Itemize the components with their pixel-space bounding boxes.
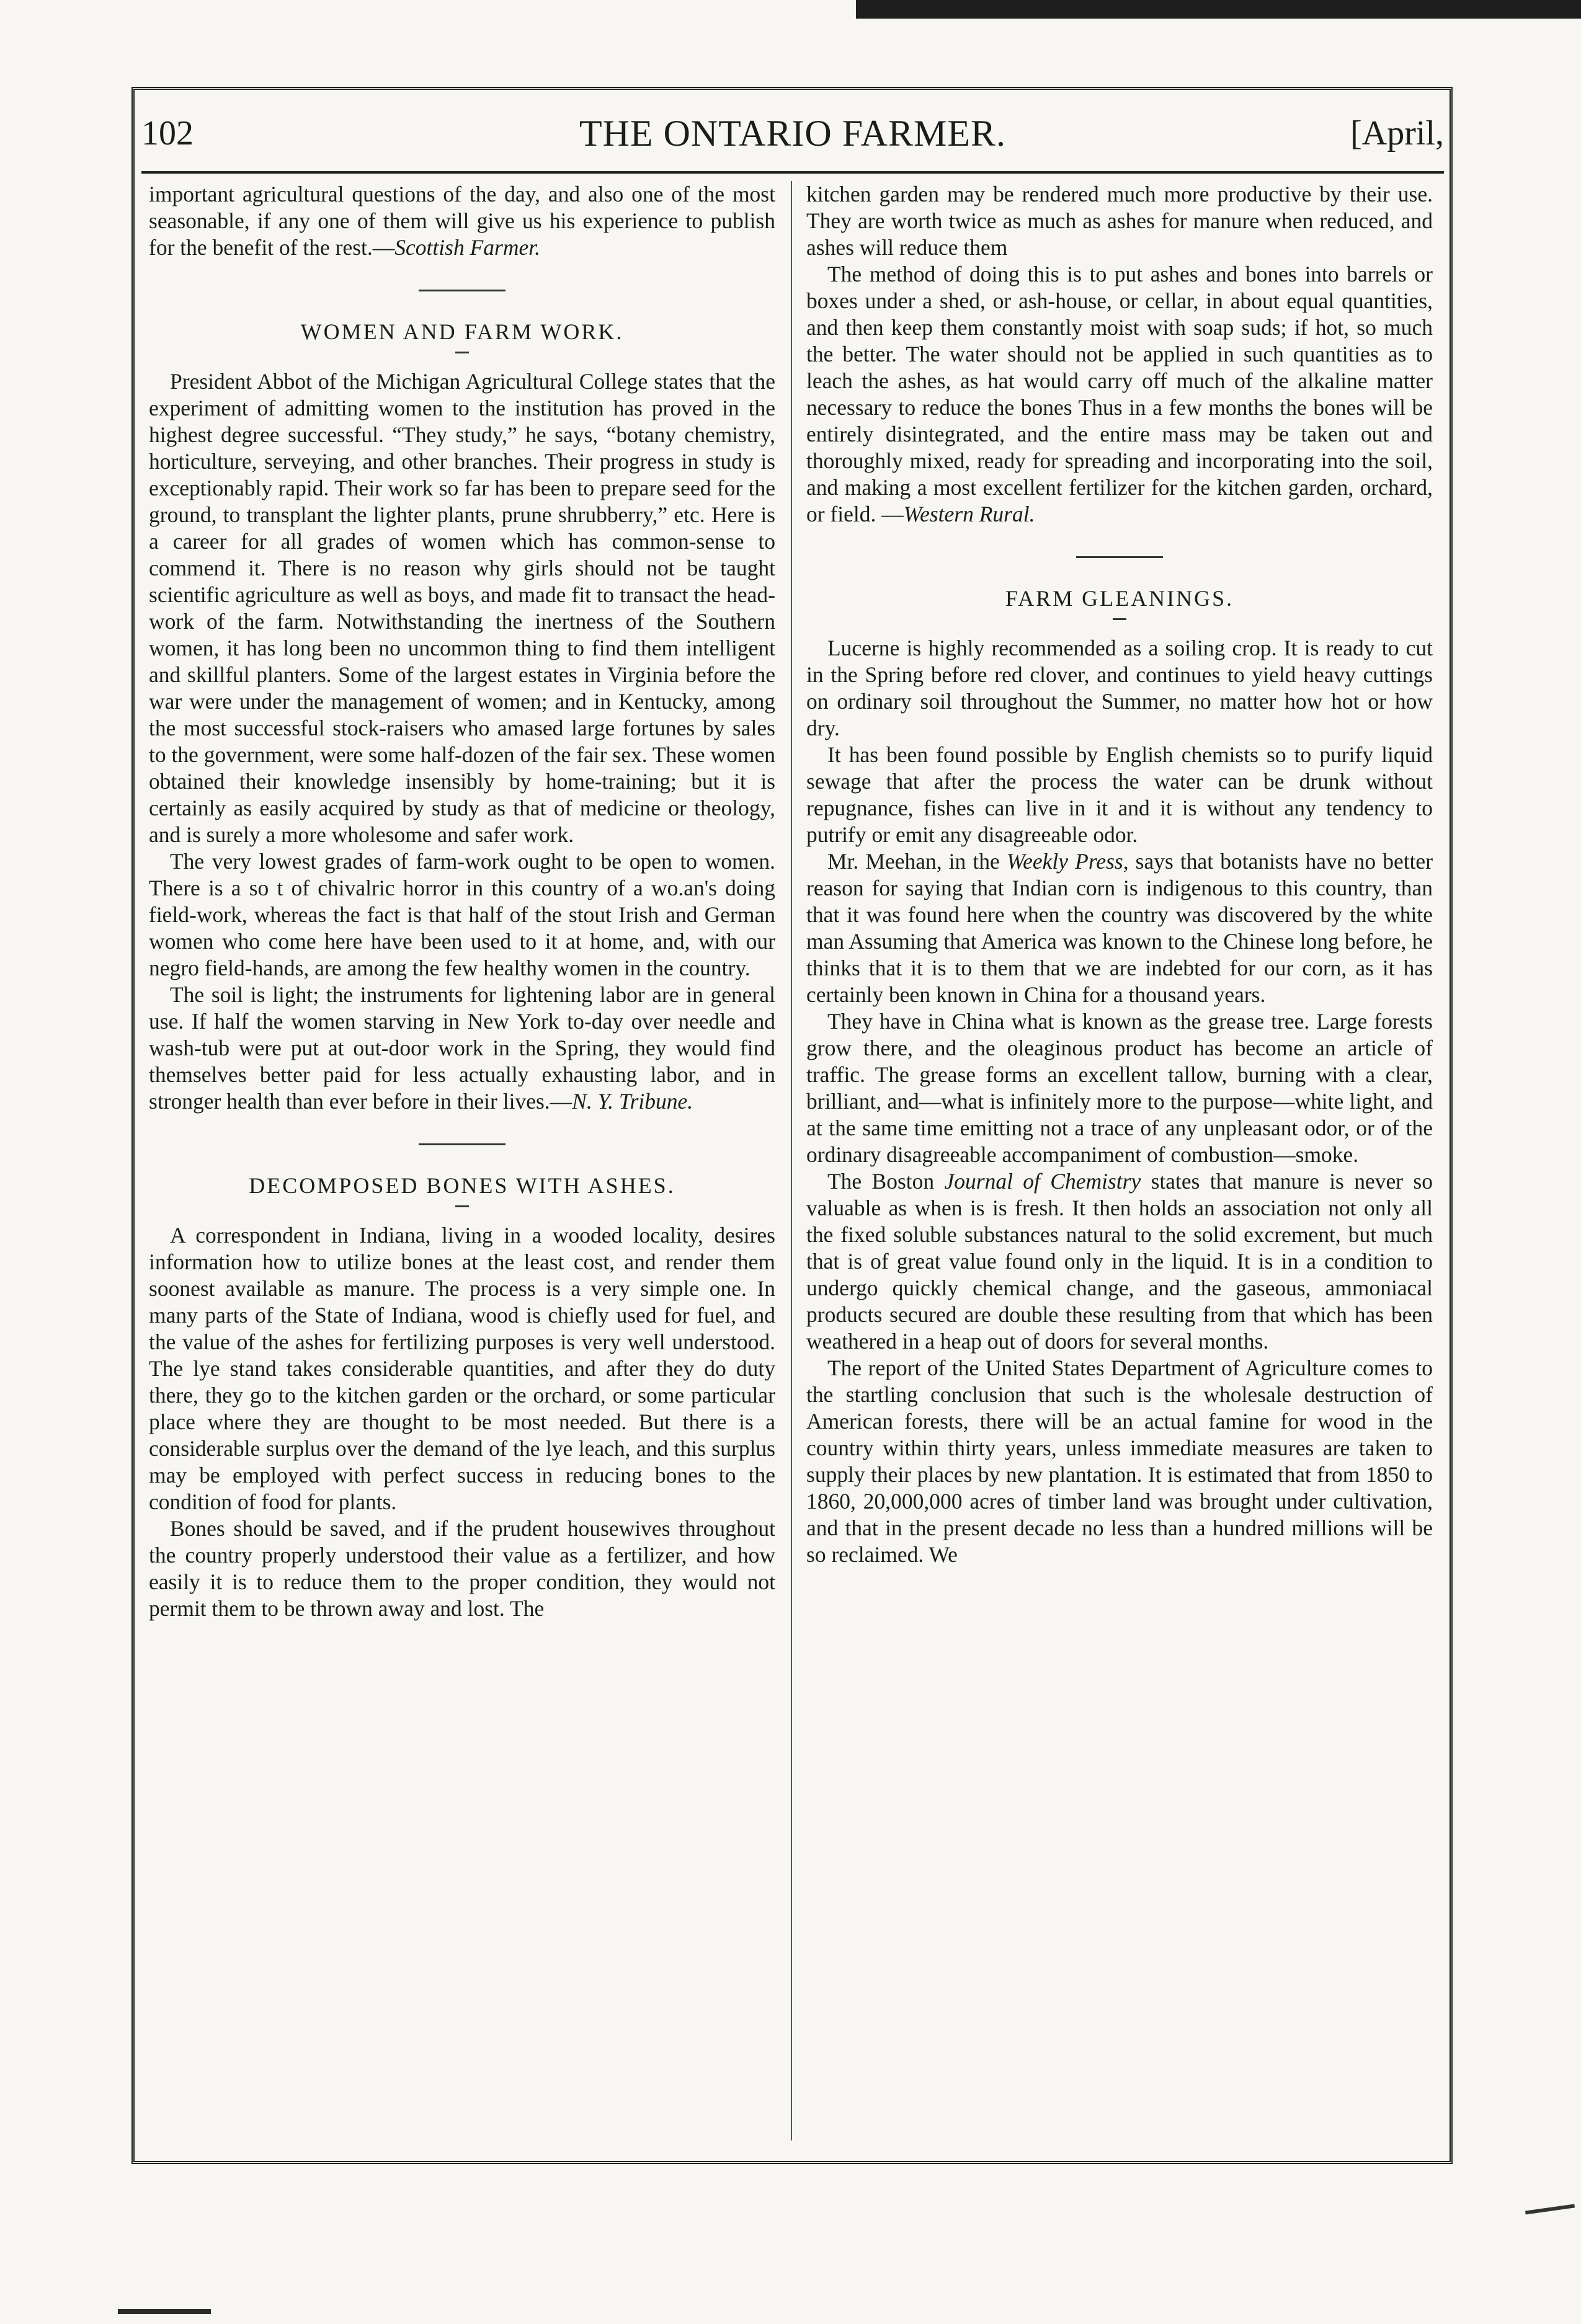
gleanings-paragraph-1: Lucerne is highly recommended as a soiling crop. It is ready to cut in the Spring before red clover, and continues to yield heavy cuttings on ordinary soil throughout the Summer, no matter how hot or how dry. [806,636,1433,740]
bones-paragraph-1: A correspondent in Indiana, living in a wooded locality, desires information how to utilize bones at the least cost, and render them soonest available as manure. The process is a very simple one. In many parts of the State of Indiana, wood is chiefly used for fuel, and the value of the ashes for fertilizing purposes is very well understood. The lye stand takes considerable quantities, and after they do duty there, they go to the kitchen garden or the orchard, or some particular place where they are thought to be most needed. But there is a considerable surplus over the demand of the lye leach, and this surplus may be employed with perfect success in reducing bones to the condition of food for plants. [149,1223,775,1514]
left-column [149,181,775,2140]
gleanings-p3-lead: Mr. Meehan, in the [827,849,1000,874]
right-column [806,181,1433,2140]
intro-text: important agricultural questions of the day, and also one of the most seasonable, if any one of them will give us his experience to publish for the benefit of the rest.— [149,182,775,260]
women-paragraph-2: The very lowest grades of farm-work ought to be open to women. There is a so t of chivalric horror in this country of a wo.an's doing field-work, whereas the fact is that half of the stout Irish and German women who come here have been used to it at home, and, with our negro field-hands, are among the few healthy women in the country. [149,849,775,980]
gleanings-paragraph-3 [806,848,1433,1008]
women-paragraph-3-text: The soil is light; the instruments for lightening labor are in general use. If half the women starving in New York to-day over needle and wash-tub were put at out-door work in the Spring, they would find themselves better paid for less actually exhausting labor, and in stronger health than ever before in their lives.— [149,982,775,1114]
article-heading-gleanings: FARM GLEANINGS. [1005,586,1234,611]
gleanings-paragraph-4: They have in China what is known as the grease tree. Large forests grow there, and the oleaginous product has become an article of traffic. The grease forms an excellent tallow, burning with a clear, brilliant, and—what is infinitely more to the purpose—white light, and at the same time emitting not a trace of any unpleasant odor, or of the ordinary disagreeable accompaniment of combustion—smoke. [806,1009,1433,1167]
gleanings-paragraph-6: The report of the United States Department of Agriculture comes to the startling conclusion that such is the wholesale destruction of American forests, there will be an actual famine for wood in the country within thirty years, unless immediate measures are taken to supply their places by new plantation. It is estimated that from 1850 to 1860, 20,000,000 acres of timber land was brought under cultivation, and that in the present decade no less than a hundred millions will be so reclaimed. We [806,1355,1433,1567]
margin-mark [1525,2204,1575,2214]
bones-method-paragraph [806,261,1433,528]
women-paragraph-1: President Abbot of the Michigan Agricultural College states that the experiment of admitting women to the institution has proved in the highest degree successful. “They study,” he says, “botany chemistry, horticulture, serveying, and other branches. Their progress in study is exceptionably rapid. Their work so far has been to prepare seed for the ground, to transplant the lighter plants, prune shrubberry,” etc. Here is a career for all grades of women which has common-sense to commend it. There is no reason why girls should not be taught scientific agriculture as well as boys, and made fit to transact the head-work of the farm. Notwithstanding the inertness of the Southern women, it has long been no uncommon thing to find them intelligent and skillful planters. Some of the largest estates in Virginia before the war were under the management of women; and in Kentucky, among the most successful stock-raisers who amased large fortunes by sales to the government, were some half-dozen of the fair sex. These women obtained their knowledge insensibly by home-training; but it is certainly as easily acquired by study as that of medicine or theology, and is surely a more wholesome and safer work. [149,369,775,847]
publication-title: THE ONTARIO FARMER. [579,112,1007,154]
section-separator [419,1143,505,1145]
bones-source: Western Rural. [903,502,1035,526]
bones-method-text: The method of doing this is to put ashes and bones into barrels or boxes under a shed, or ash-house, or cellar, in about equal quantities, and then keep them constantly moist with soap suds; if hot, so much the better. The water should not be applied in such quantities as to leach the ashes, as hat would carry off much of the alkaline matter necessary to reduce the bones Thus in a few months the bones will be entirely disintegrated, and the entire mass may be taken out and thoroughly mixed, ready for spreading and incorporating into the soil, and making a most excellent fertilizer for the kitchen garden, orchard, or field. — [806,262,1433,526]
section-separator [1076,556,1163,558]
section-separator [419,290,505,291]
gleanings-p5-lead: The Boston [827,1169,935,1194]
bottom-edge-rule [118,2309,211,2314]
intro-source: Scottish Farmer. [394,235,540,260]
gleanings-p3-body: says that botanists have no better reason for saying that Indian corn is indigenous to this country, than that it was found here when the country was discovered by the white man Assuming that America was known to the Chinese long before, he thinks that it is to them that we are indebted for our corn, as it has certainly been known in China for a thousand years. [806,849,1433,1007]
gleanings-paragraph-2: It has been found possible by English chemists so to purify liquid sewage that after the process the water can be drunk without repugnance, fishes can live in it and it is without any tendency to putrify or emit any disagreeable odor. [806,742,1433,847]
heading-dash [1113,618,1126,620]
bones-continued-paragraph: kitchen garden may be rendered much more productive by their use. They are worth twice as much as ashes for manure when reduced, and ashes will reduce them [806,182,1433,260]
gleanings-paragraph-5 [806,1168,1433,1355]
gleanings-p5-publication: Journal of Chemistry [944,1169,1141,1194]
article-heading-bones: DECOMPOSED BONES WITH ASHES. [249,1173,675,1198]
women-paragraph-3 [149,982,775,1115]
column-divider [791,181,792,2140]
top-edge-rule [856,0,1581,19]
bones-paragraph-2: Bones should be saved, and if the prudent housewives throughout the country properly understood their value as a fertilizer, and how easily it is to reduce them to the proper condition, they would not permit them to be thrown away and lost. The [149,1516,775,1621]
heading-dash [455,352,469,353]
article-heading-women: WOMEN AND FARM WORK. [300,319,624,344]
women-source: N. Y. Tribune. [572,1089,693,1114]
page-number: 102 [141,114,194,153]
issue-month: [April, [1350,114,1444,153]
intro-paragraph [149,181,775,261]
header-rule [141,171,1444,174]
heading-dash [455,1205,469,1207]
gleanings-p3-publication: Weekly Press, [1006,849,1129,874]
running-header [141,99,1444,167]
gleanings-p5-body: states that manure is never so valuable as when is is fresh. It then holds an association not only all the fixed soluble substances natural to the solid excrement, but much that is of great value found only in the liquid. It is in a condition to undergo quickly chemical change, and the gaseous, ammoniacal products secured are double these resulting from that which has been weathered in a heap out of doors for several months. [806,1169,1433,1354]
